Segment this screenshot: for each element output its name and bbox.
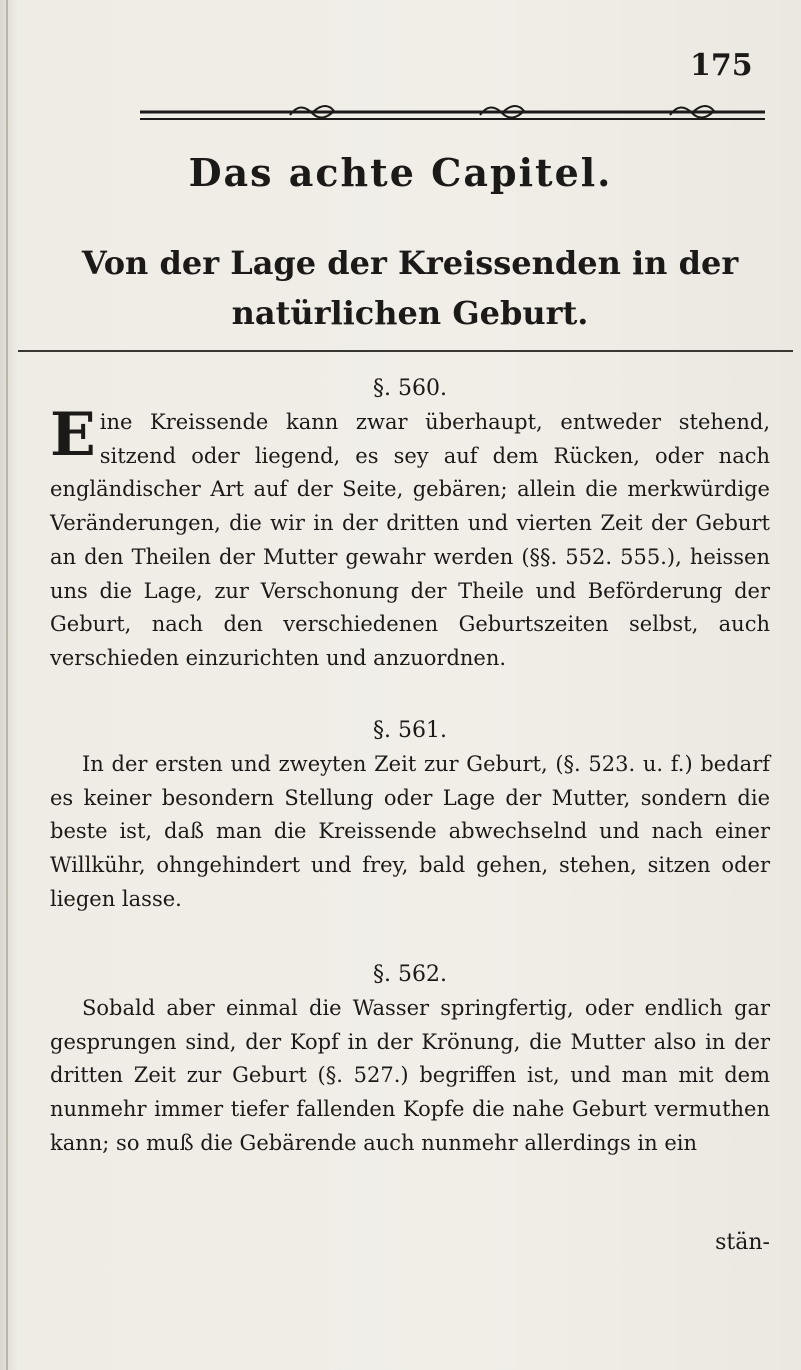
section-text: ine Kreissende kann zwar überhaupt, entweder stehend, sitzend oder liegend, es sey auf dem Rücken, oder nach engländischer Art auf der Seite, gebären; allein die merkwürdige Veränderungen, die wir in der dritten und vierten Zeit der Geburt an den Theilen der Mutter gewahr werden (§§. 552. 555.), heissen uns die Lage, zur Verschonung der Theile und Beförderung der Geburt, nach den verschiedenen Geburtszeiten selbst, auch verschieden einzurichten und anzuordnen.: [50, 410, 770, 670]
chapter-subtitle: Von der Lage der Kreissenden in der natürlichen Geburt.: [81, 244, 739, 332]
section-text: In der ersten und zweyten Zeit zur Geburt, (§. 523. u. f.) bedarf es keiner besondern Stellung oder Lage der Mutter, sondern die beste ist, daß man die Kreissende abwechselnd und nach einer Willkühr, ohngehindert und frey, bald gehen, stehen, sitzen oder liegen lasse.: [50, 752, 770, 911]
section-562: [50, 958, 770, 1161]
section-paragraph: [50, 400, 770, 676]
section-number: §. 562.: [373, 962, 447, 987]
binding-edge: [6, 0, 8, 1370]
page-number: 175: [690, 48, 753, 83]
section-560: [50, 372, 770, 676]
chapter-title: Das achte Capitel.: [188, 150, 613, 195]
section-561: [50, 714, 770, 917]
drop-cap: E: [50, 400, 96, 470]
section-number: §. 560.: [373, 376, 447, 401]
catchword: stän-: [715, 1230, 770, 1255]
title-rule: [18, 350, 793, 352]
header-ornament: [140, 102, 765, 128]
section-number: §. 561.: [373, 718, 447, 743]
section-text: Sobald aber einmal die Wasser springfertig, oder endlich gar gesprungen sind, der Kopf in der Krönung, die Mutter also in der dritten Zeit zur Geburt (§. 527.) begriffen ist, und man mit dem nunmehr immer tiefer fallenden Kopfe die nahe Geburt vermuthen kann; so muß die Gebärende auch nunmehr allerdings in ein: [50, 996, 770, 1155]
